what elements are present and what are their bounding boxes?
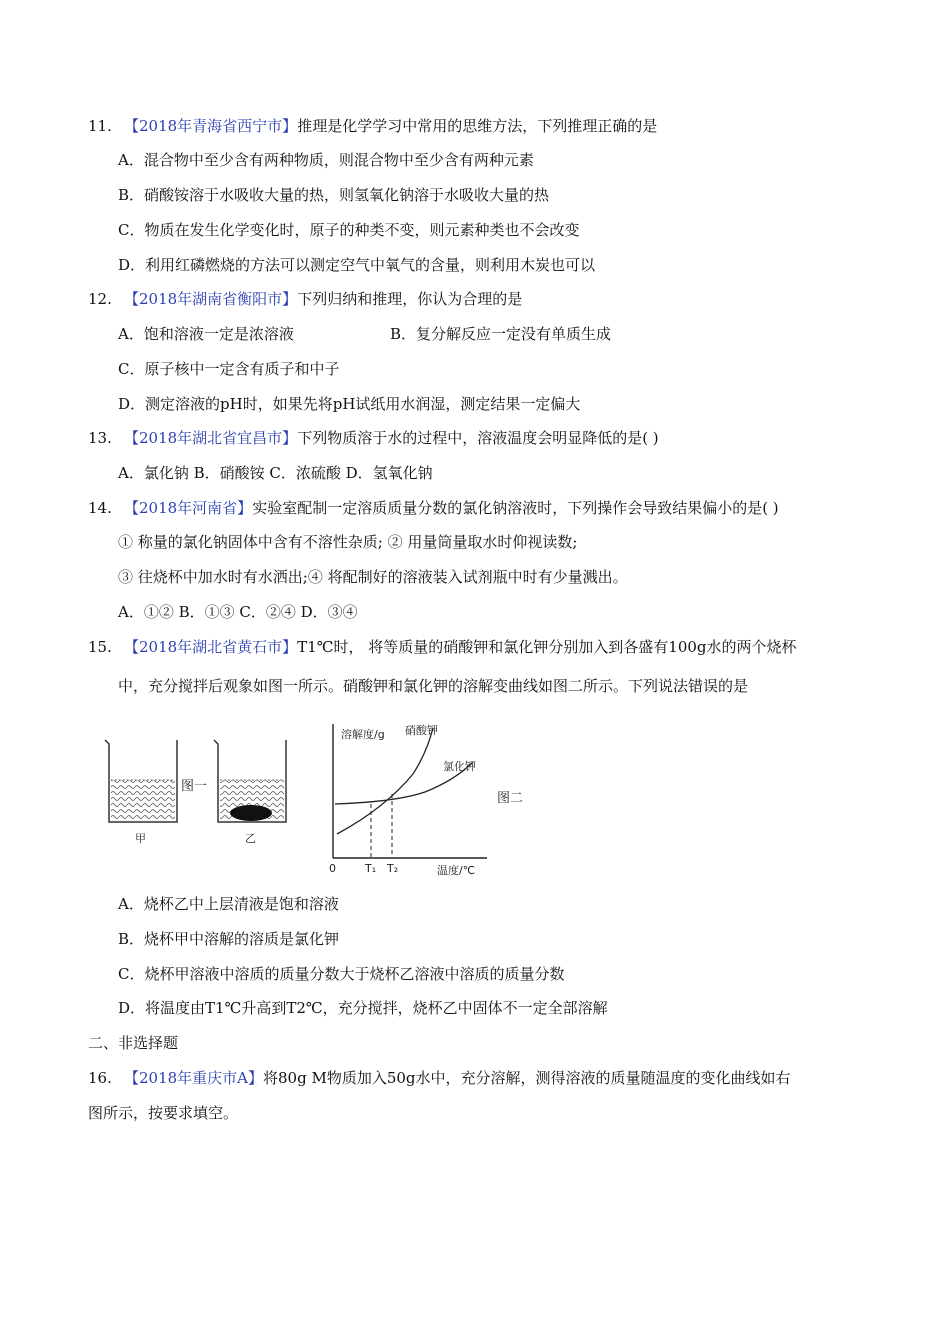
t1-label: T₁	[365, 862, 377, 875]
question-stem: 下列归纳和推理，你认为合理的是	[297, 290, 523, 308]
option-b: B．烧杯甲中溶解的溶质是氯化钾	[118, 930, 340, 948]
option-c: C．物质在发生化学变化时，原子的种类不变，则元素种类也不会改变	[118, 221, 580, 239]
option-c: C．原子核中一定含有质子和中子	[118, 360, 340, 378]
option-d: D．测定溶液的pH时，如果先将pH试纸用水润湿，测定结果一定偏大	[118, 395, 581, 413]
option-c: C．烧杯甲溶液中溶质的质量分数大于烧杯乙溶液中溶质的质量分数	[118, 965, 565, 983]
question-stem: T1℃时， 将等质量的硝酸钾和氯化钾分别加入到各盛有100g水的两个烧杯	[297, 638, 797, 656]
question-source: 【2018年河南省】	[124, 499, 253, 517]
section-title: 二、非选择题	[88, 1034, 179, 1052]
origin-label: 0	[329, 862, 336, 875]
statement-line-1: ① 称量的氯化钠固体中含有不溶性杂质; ② 用量筒量取水时仰视读数;	[118, 533, 578, 551]
solubility-figure	[95, 718, 555, 878]
y-axis-label: 溶解度/g	[341, 728, 385, 741]
beaker-yi-label: 乙	[245, 832, 256, 845]
question-stem: 实验室配制一定溶质质量分数的氯化钠溶液时，下列操作会导致结果偏小的是( )	[252, 499, 779, 517]
question-stem: 将80g M物质加入50g水中，充分溶解，测得溶液的质量随温度的变化曲线如右	[263, 1069, 791, 1087]
question-source: 【2018年湖南省衡阳市】	[124, 290, 298, 308]
question-stem: 下列物质溶于水的过程中，溶液温度会明显降低的是( )	[297, 429, 659, 447]
statement-line-2: ③ 往烧杯中加水时有水洒出;④ 将配制好的溶液装入试剂瓶中时有少量溅出。	[118, 568, 628, 586]
options-line: A．①② B．①③ C．②④ D．③④	[118, 603, 358, 621]
solubility-chart	[333, 724, 487, 858]
question-source: 【2018年湖北省宜昌市】	[124, 429, 298, 447]
question-number: 11.	[88, 117, 112, 135]
option-b: B．硝酸铵溶于水吸收大量的热，则氢氧化钠溶于水吸收大量的热	[118, 186, 550, 204]
question-11	[88, 116, 657, 136]
question-number: 15.	[88, 638, 112, 656]
beaker-jia	[105, 740, 177, 822]
question-stem-continued: 中，充分搅拌后观象如图一所示。硝酸钾和氯化钾的溶解变曲线如图二所示。下列说法错误的是	[118, 677, 749, 695]
question-source: 【2018年青海省西宁市】	[124, 117, 298, 135]
option-b: B．复分解反应一定没有单质生成	[390, 325, 612, 343]
question-number: 13.	[88, 429, 112, 447]
curve-label-kcl: 氯化钾	[443, 760, 476, 773]
beaker-jia-label: 甲	[135, 832, 146, 845]
option-a: A．混合物中至少含有两种物质，则混合物中至少含有两种元素	[118, 151, 534, 169]
question-stem: 推理是化学学习中常用的思维方法，下列推理正确的是	[297, 117, 658, 135]
figure-2-label: 图二	[497, 791, 524, 806]
question-source: 【2018年重庆市A】	[124, 1069, 264, 1087]
t2-label: T₂	[387, 862, 399, 875]
question-16	[88, 1068, 791, 1088]
question-number: 14.	[88, 499, 112, 517]
figure-1-label: 图一	[181, 779, 208, 794]
question-number: 12.	[88, 290, 112, 308]
question-12	[88, 289, 522, 309]
undissolved-solid	[230, 805, 272, 821]
options-line: A．氯化钠 B．硝酸铵 C．浓硫酸 D．氢氧化钠	[118, 464, 433, 482]
option-d: D．将温度由T1℃升高到T2℃，充分搅拌，烧杯乙中固体不一定全部溶解	[118, 999, 608, 1017]
question-15	[88, 637, 797, 657]
option-a: A．烧杯乙中上层清液是饱和溶液	[118, 895, 339, 913]
curve-potassium-nitrate	[337, 728, 433, 834]
question-source: 【2018年湖北省黄石市】	[124, 638, 298, 656]
question-number: 16.	[88, 1069, 112, 1087]
curve-label-kno3: 硝酸钾	[405, 724, 438, 737]
question-14	[88, 498, 779, 518]
option-d: D．利用红磷燃烧的方法可以测定空气中氧气的含量，则利用木炭也可以	[118, 256, 596, 274]
beaker-yi	[214, 740, 286, 822]
x-axis-label: 温度/℃	[437, 864, 476, 877]
option-a: A．饱和溶液一定是浓溶液	[118, 325, 294, 343]
question-13	[88, 428, 659, 448]
question-stem-continued: 图所示，按要求填空。	[88, 1104, 239, 1122]
